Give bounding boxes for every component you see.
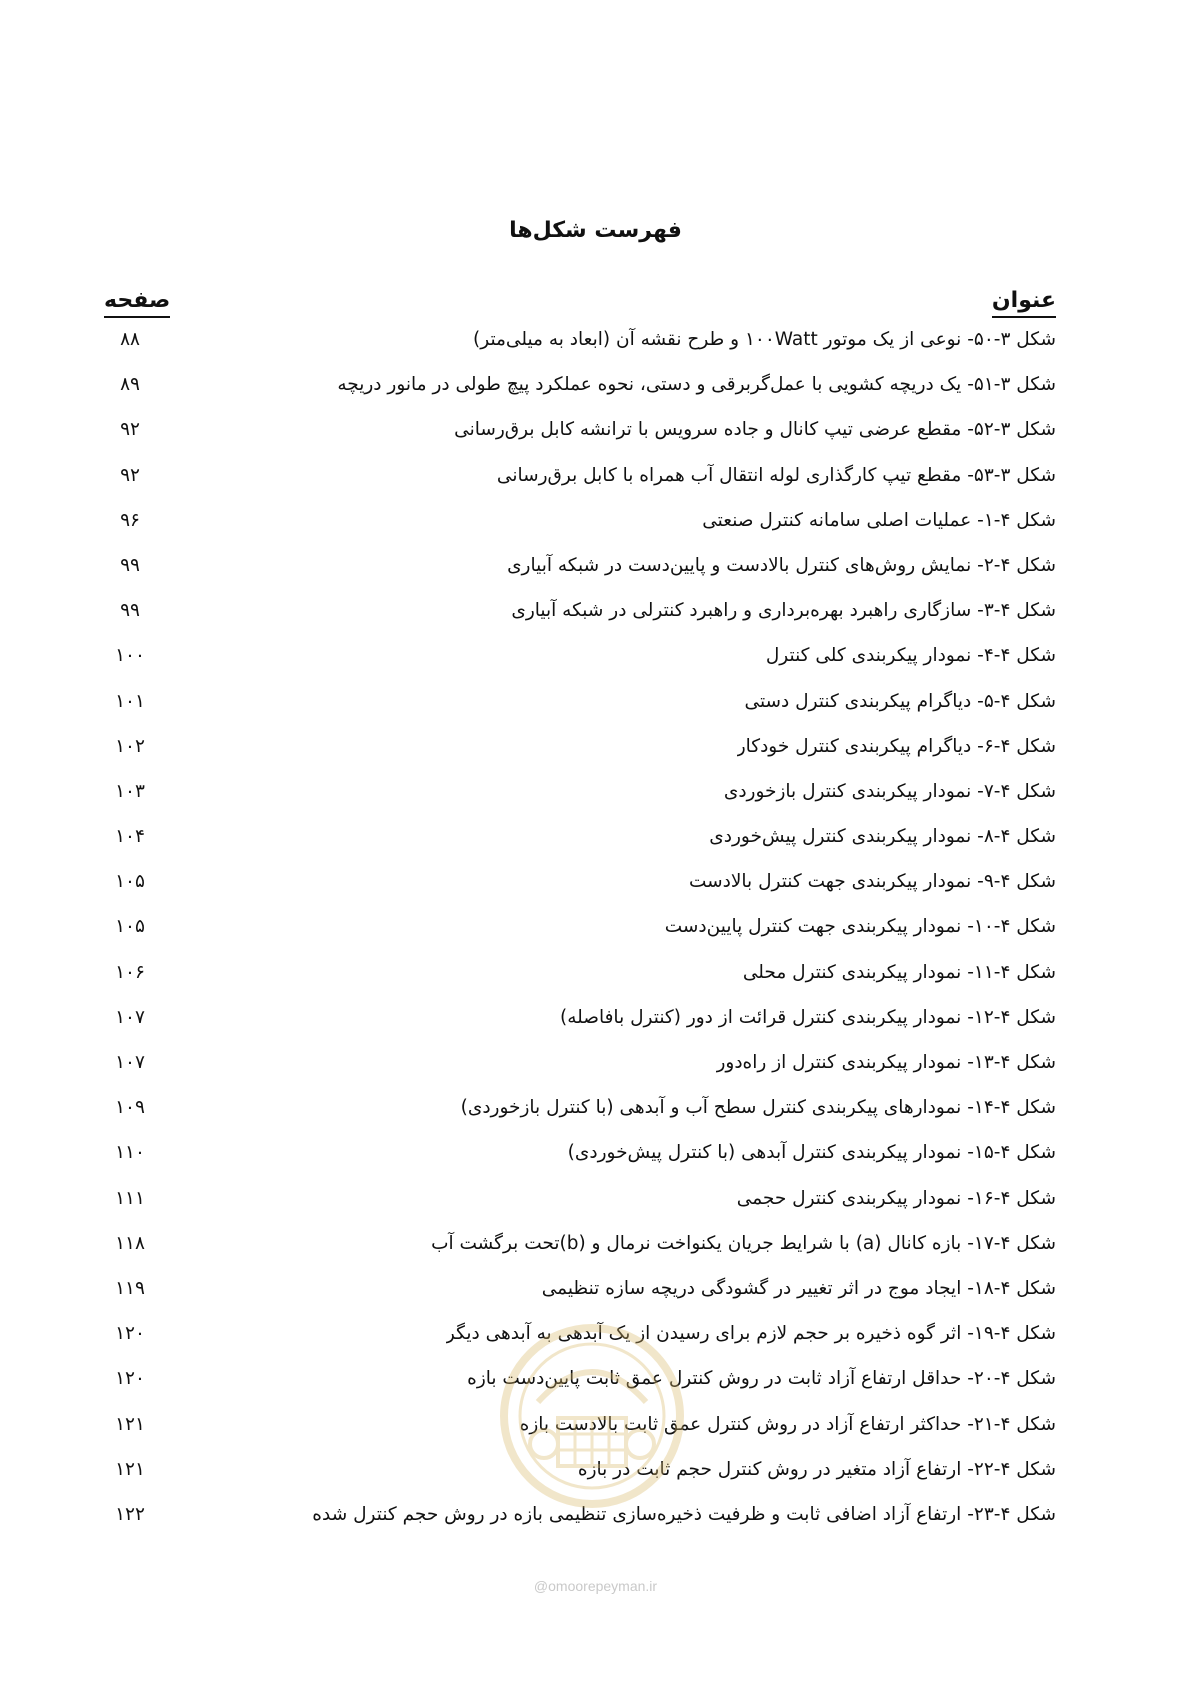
watermark-url: @omoorepeyman.ir: [533, 1578, 658, 1594]
figure-entry: [104, 1005, 1056, 1050]
figure-page-number: ۸۸: [120, 329, 140, 350]
figure-entry: [104, 1050, 1056, 1095]
figure-entry: [104, 869, 1056, 914]
figure-page-number: ۱۰۵: [115, 916, 145, 938]
figure-entry: [104, 960, 1056, 1005]
figure-entry: [104, 1140, 1056, 1185]
figure-title: شکل ۳-۵۲- مقطع عرضی تیپ کانال و جاده سرویس با ترانشه کابل برق‌رسانی: [454, 419, 1056, 441]
figure-title: شکل ۴-۱- عملیات اصلی سامانه کنترل صنعتی: [702, 509, 1056, 531]
figure-page-number: ۱۰۱: [115, 690, 145, 712]
figure-entry: [104, 914, 1056, 959]
figure-title: شکل ۴-۱۰- نمودار پیکربندی جهت کنترل پایین‌دست: [664, 916, 1056, 938]
figure-page-number: ۱۰۵: [115, 871, 145, 893]
figure-page-number: ۱۰۰: [115, 645, 145, 667]
figure-entry: [104, 1502, 1056, 1547]
figure-entry: [104, 643, 1056, 688]
figure-entry: [104, 734, 1056, 779]
figure-title: شکل ۴-۱۸- ایجاد موج در اثر تغییر در گشودگی دریچه سازه تنظیمی: [541, 1277, 1056, 1299]
figure-page-number: ۱۰۷: [115, 1052, 145, 1073]
figure-page-number: ۱۱۰: [115, 1142, 145, 1164]
figure-page-number: ۱۰۳: [115, 780, 145, 802]
column-page-header: صفحه: [104, 287, 170, 318]
figure-entry: [104, 327, 1056, 372]
column-title-header: عنوان: [992, 287, 1056, 318]
figure-entry: [104, 598, 1056, 643]
figure-entry: [104, 372, 1056, 417]
figure-title: شکل ۴-۱۴- نمودارهای پیکربندی کنترل سطح آب و آبدهی (با کنترل بازخوردی): [460, 1097, 1056, 1119]
figure-title: شکل ۴-۱۲- نمودار پیکربندی کنترل قرائت از دور (کنترل بافاصله): [559, 1006, 1056, 1028]
figure-page-number: ۱۲۲: [115, 1503, 145, 1525]
figure-title: شکل ۴-۲۳- ارتفاع آزاد اضافی ثابت و ظرفیت ذخیره‌سازی تنظیمی بازه در روش حجم کنترل شده: [312, 1503, 1056, 1525]
figure-page-number: ۱۰۶: [115, 961, 145, 983]
figure-title: شکل ۴-۷- نمودار پیکربندی کنترل بازخوردی: [723, 780, 1056, 802]
figure-page-number: ۱۲۱: [115, 1458, 145, 1480]
figure-entry: [104, 824, 1056, 869]
figure-title: شکل ۴-۵- دیاگرام پیکربندی کنترل دستی: [744, 690, 1056, 712]
figure-title: شکل ۴-۶- دیاگرام پیکربندی کنترل خودکار: [736, 735, 1056, 757]
figure-entry: [104, 1321, 1056, 1366]
figure-page-number: ۱۲۰: [115, 1368, 145, 1390]
figure-title: شکل ۳-۵۱- یک دریچه کشویی با عمل‌گربرقی و دستی، نحوه عملکرد پیچ طولی در مانور دریچه: [337, 374, 1056, 396]
figure-entry: [104, 1276, 1056, 1321]
figure-page-number: ۱۲۱: [115, 1413, 145, 1435]
figure-entry: [104, 1231, 1056, 1276]
figure-page-number: ۱۱۱: [115, 1187, 145, 1209]
figure-title: شکل ۴-۱۱- نمودار پیکربندی کنترل محلی: [742, 961, 1056, 983]
figure-title: شکل ۴-۸- نمودار پیکربندی کنترل پیش‌خوردی: [709, 826, 1056, 848]
figure-entry: [104, 1366, 1056, 1411]
figure-page-number: ۹۹: [120, 600, 140, 622]
figure-page-number: ۱۰۴: [115, 826, 145, 848]
figure-entry: [104, 417, 1056, 462]
page-title: فهرست شکل‌ها: [509, 218, 682, 243]
figure-title: شکل ۴-۱۶- نمودار پیکربندی کنترل حجمی: [736, 1187, 1056, 1209]
figure-page-number: ۹۶: [120, 509, 140, 531]
figure-title: شکل ۴-۱۵- نمودار پیکربندی کنترل آبدهی (با کنترل پیش‌خوردی): [567, 1142, 1056, 1164]
figure-entry: [104, 508, 1056, 553]
figure-page-number: ۱۰۲: [115, 735, 145, 757]
figure-title: شکل ۴-۲۱- حداکثر ارتفاع آزاد در روش کنترل عمق ثابت بالادست بازه: [519, 1413, 1056, 1435]
figure-title: شکل ۴-۱۷- بازه کانال (a) با شرایط جریان یکنواخت نرمال و (b)تحت برگشت آب: [431, 1232, 1056, 1254]
figure-title: شکل ۴-۱۳- نمودار پیکربندی کنترل از راه‌دور: [716, 1052, 1056, 1073]
figure-page-number: ۹۲: [120, 464, 140, 486]
figure-title: شکل ۴-۴- نمودار پیکربندی کلی کنترل: [765, 645, 1056, 667]
figure-page-number: ۸۹: [120, 374, 140, 396]
figure-entry: [104, 1186, 1056, 1231]
figure-entry: [104, 463, 1056, 508]
figure-title: شکل ۴-۳- سازگاری راهبرد بهره‌برداری و راهبرد کنترلی در شبکه آبیاری: [511, 600, 1056, 622]
figure-page-number: ۱۲۰: [115, 1323, 145, 1345]
figure-title: شکل ۴-۹- نمودار پیکربندی جهت کنترل بالادست: [688, 871, 1056, 893]
figure-page-number: ۱۰۷: [115, 1006, 145, 1028]
figure-title: شکل ۴-۲- نمایش روش‌های کنترل بالادست و پایین‌دست در شبکه آبیاری: [507, 554, 1056, 576]
figure-entry: [104, 553, 1056, 598]
figure-entry: [104, 1412, 1056, 1457]
figure-page-number: ۱۰۹: [115, 1097, 145, 1119]
figure-page-number: ۱۱۹: [115, 1277, 145, 1299]
figure-page-number: ۱۱۸: [115, 1232, 145, 1254]
figure-title: شکل ۴-۲۲- ارتفاع آزاد متغیر در روش کنترل حجم ثابت در بازه: [577, 1458, 1056, 1480]
figure-title: شکل ۴-۲۰- حداقل ارتفاع آزاد ثابت در روش کنترل عمق ثابت پایین‌دست بازه: [467, 1368, 1056, 1390]
figure-page-number: ۹۹: [120, 554, 140, 576]
column-headers: [104, 287, 1056, 321]
figure-entry: [104, 779, 1056, 824]
figure-title: شکل ۳-۵۰- نوعی از یک موتور ۱۰۰Watt و طرح نقشه آن (ابعاد به میلی‌متر): [473, 329, 1056, 350]
figure-title: شکل ۴-۱۹- اثر گوه ذخیره بر حجم لازم برای رسیدن از یک آبدهی به آبدهی دیگر: [445, 1323, 1056, 1345]
figure-entry: [104, 1457, 1056, 1502]
figure-entry: [104, 1095, 1056, 1140]
figure-title: شکل ۳-۵۳- مقطع تیپ کارگذاری لوله انتقال آب همراه با کابل برق‌رسانی: [496, 464, 1056, 486]
figure-list: [104, 327, 1056, 1547]
figure-page-number: ۹۲: [120, 419, 140, 441]
figure-entry: [104, 689, 1056, 734]
